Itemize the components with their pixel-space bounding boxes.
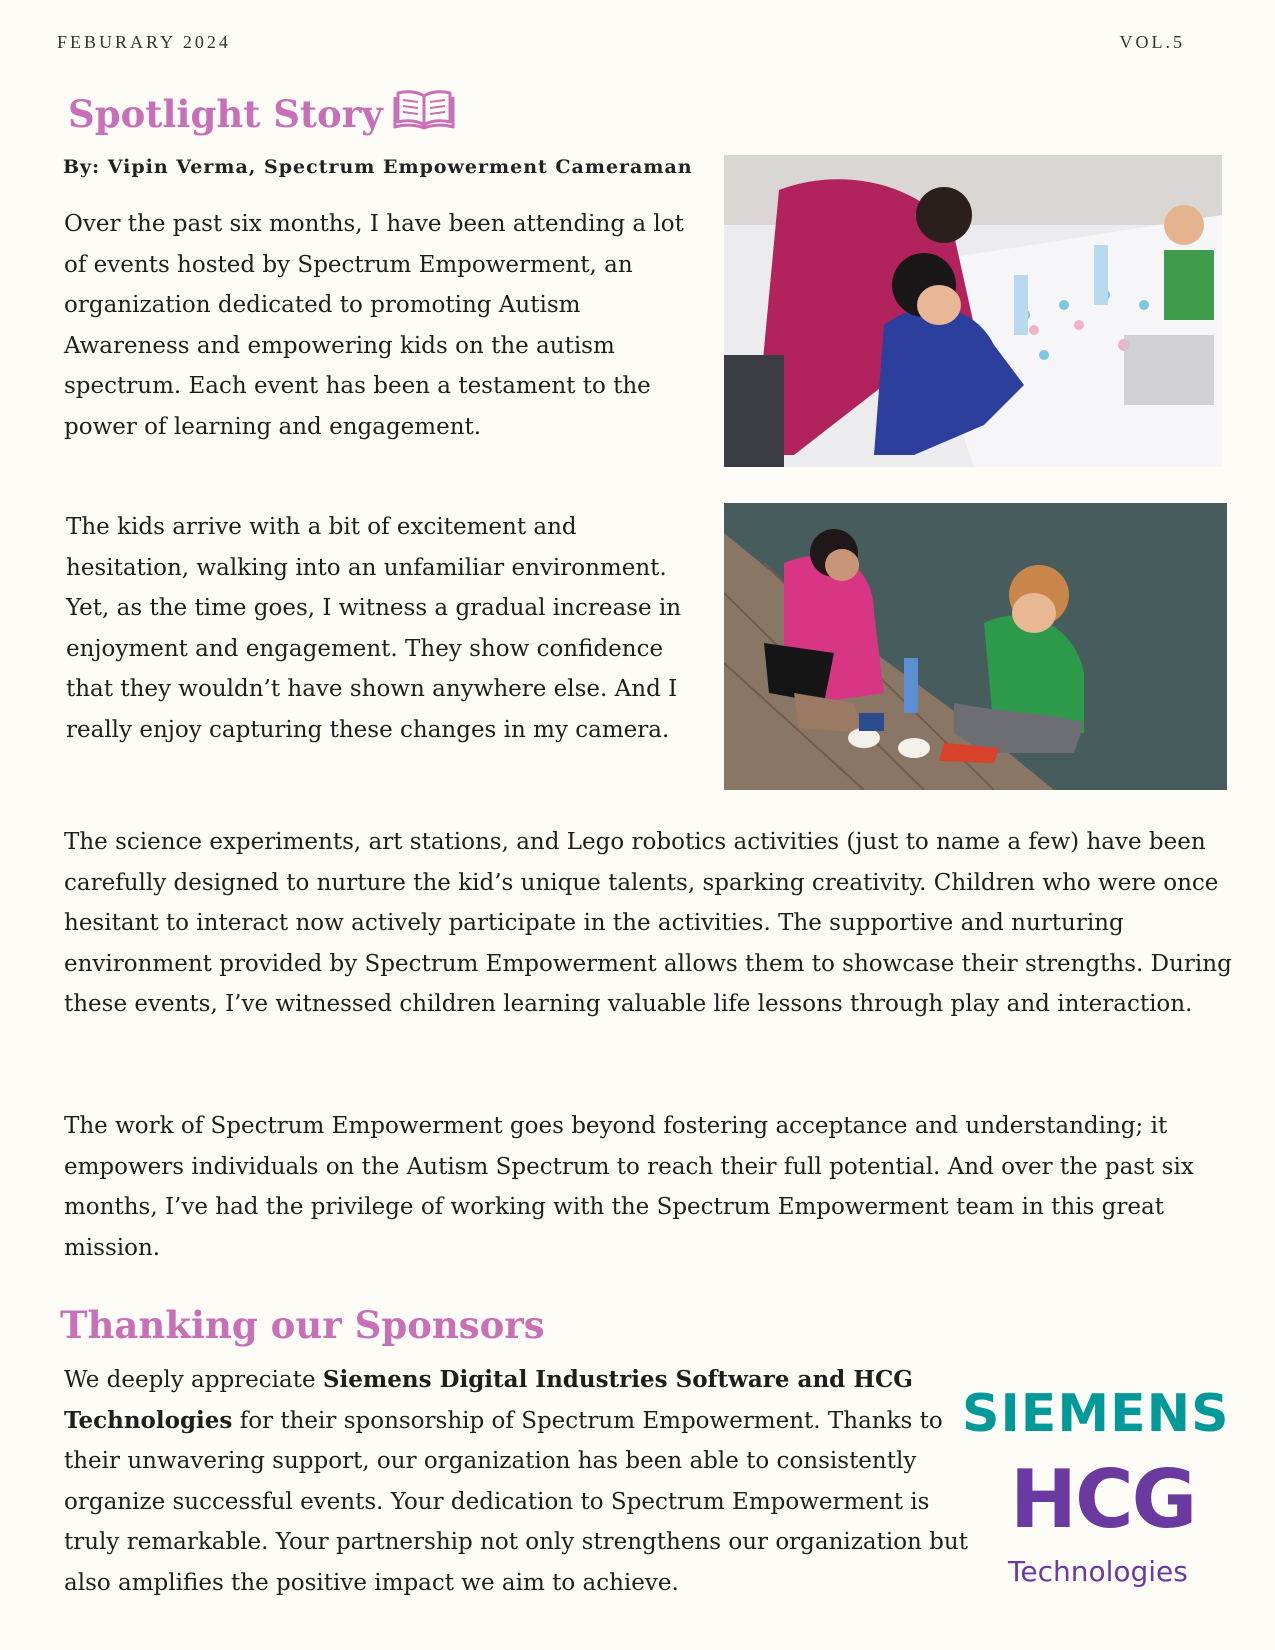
sponsors-title: Thanking our Sponsors xyxy=(60,1303,545,1347)
event-photo-floor-activity xyxy=(724,503,1227,790)
sponsors-paragraph xyxy=(64,1360,974,1603)
spotlight-title xyxy=(68,88,455,139)
sponsors-intro-text: We deeply appreciate xyxy=(64,1367,323,1393)
sponsor-names: Siemens Digital Industries Software and HCG Technologies xyxy=(64,1366,913,1434)
spotlight-title-text: Spotlight Story xyxy=(68,91,383,136)
open-book-icon xyxy=(393,88,455,139)
hcg-logo-subtitle: Technologies xyxy=(1008,1555,1188,1588)
article-paragraph-1: Over the past six months, I have been attending a lot of events hosted by Spectrum Empowerment, an organization dedicated to promoting Autism Awareness and empowering kids on the autism spectrum. Each event has been a testament to the power of learning and engagement. xyxy=(64,211,684,440)
hcg-logo: HCG xyxy=(1010,1453,1196,1546)
siemens-logo: SIEMENS xyxy=(962,1384,1230,1444)
event-photo-science-table xyxy=(724,155,1222,467)
issue-date: FEBURARY 2024 xyxy=(57,32,231,52)
article-paragraph-4: The work of Spectrum Empowerment goes beyond fostering acceptance and understanding; it empowers individuals on the Autism Spectrum to reach their full potential. And over the past six months, I’ve had the privilege of working with the Spectrum Empowerment team in this great mission. xyxy=(64,1113,1194,1261)
article-byline: By: Vipin Verma, Spectrum Empowerment Cameraman xyxy=(63,156,693,178)
article-paragraph-2: The kids arrive with a bit of excitement and hesitation, walking into an unfamiliar environment. Yet, as the time goes, I witness a gradual increase in enjoyment and engagement. They show confidence that they wouldn’t have shown anywhere else. And I really enjoy capturing these changes in my camera. xyxy=(66,514,682,743)
sponsors-body-text: for their sponsorship of Spectrum Empowerment. Thanks to their unwavering support, our organization has been able to consistently organize successful events. Your dedication to Spectrum Empowerment is truly remarkable. Your partnership not only strengthens our organization but also amplifies the positive impact we aim to achieve. xyxy=(64,1407,968,1596)
volume-number: VOL.5 xyxy=(1119,32,1185,52)
article-paragraph-3: The science experiments, art stations, and Lego robotics activities (just to name a few) have been carefully designed to nurture the kid’s unique talents, sparking creativity. Children who were once hesitant to interact now actively participate in the activities. The supportive and nurturing environment provided by Spectrum Empowerment allows them to showcase their strengths. During these events, I’ve witnessed children learning valuable life lessons through play and interaction. xyxy=(64,829,1232,1017)
